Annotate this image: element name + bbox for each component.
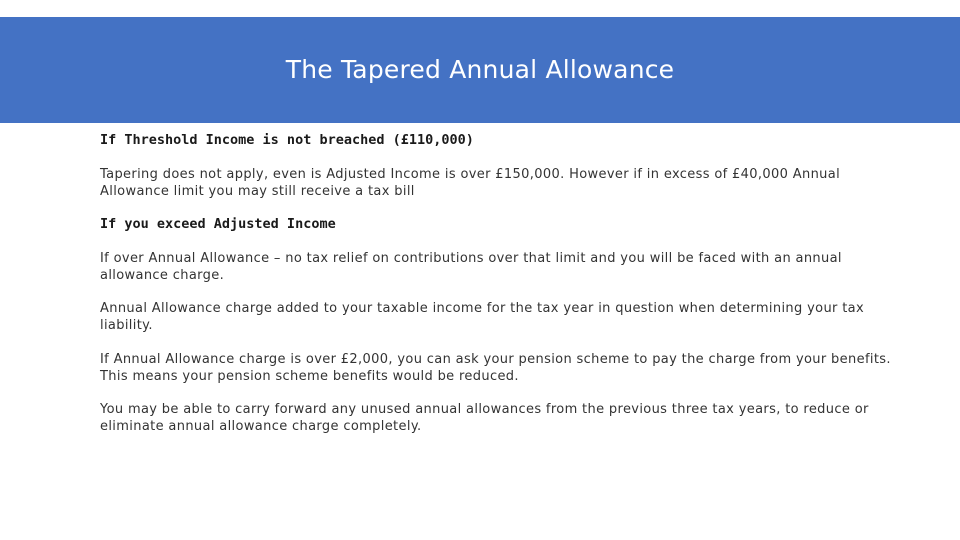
paragraph-charge-added-to-income: Annual Allowance charge added to your taxable income for the tax year in question when determining your tax liability. (100, 301, 865, 333)
slide-title: The Tapered Annual Allowance (285, 54, 675, 84)
title-banner (0, 17, 960, 123)
paragraph-tapering-not-apply: Tapering does not apply, even is Adjusted Income is over £150,000. However if in excess of £40,000 Annual Allowance limit you may still receive a tax bill (100, 167, 841, 199)
paragraph-scheme-pays: If Annual Allowance charge is over £2,000, you can ask your pension scheme to pay the charge from your benefits. This means your pension scheme benefits would be reduced. (100, 352, 891, 384)
paragraph-over-annual-allowance: If over Annual Allowance – no tax relief on contributions over that limit and you will be faced with an annual allowance charge. (100, 251, 842, 283)
paragraph-carry-forward: You may be able to carry forward any unused annual allowances from the previous three tax years, to reduce or eliminate annual allowance charge completely. (100, 402, 869, 434)
section-heading-adjusted-income: If you exceed Adjusted Income (100, 216, 336, 232)
section-heading-threshold-income: If Threshold Income is not breached (£110,000) (100, 132, 474, 148)
